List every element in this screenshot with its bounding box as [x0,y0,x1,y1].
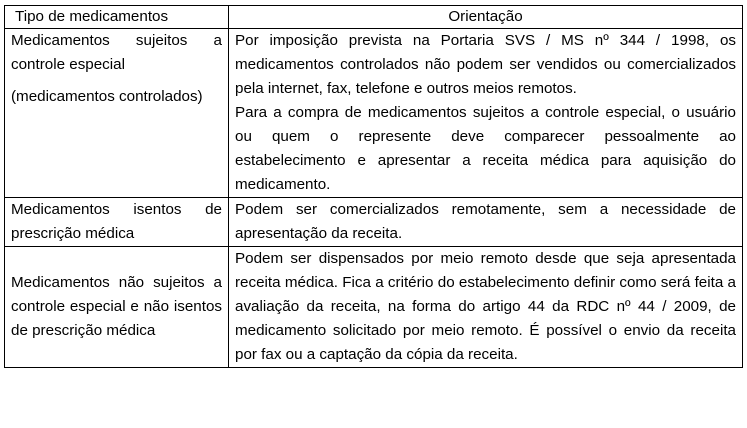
type-cell [5,247,229,368]
table-row [5,247,743,368]
guidance-cell [229,198,743,247]
type-line: Medicamentos não sujeitos a controle especial e não isentos de prescrição médica [11,274,222,339]
column-header-type: Tipo de medicamentos [5,6,229,29]
type-line: Medicamentos isentos de prescrição médica [11,201,222,242]
table-row [5,198,743,247]
type-line: Medicamentos sujeitos a controle especial [11,32,222,73]
guidance-paragraph: Para a compra de medicamentos sujeitos a controle especial, o usuário ou quem o represente deve comparecer pessoalmente ao estabelecimento e apresentar a receita médica para aquisição do medicamento. [235,104,736,193]
type-line: (medicamentos controlados) [11,88,203,105]
type-gap [11,77,222,85]
type-cell [5,29,229,198]
table-header-row [5,6,743,29]
guidance-cell [229,247,743,368]
table-row [5,29,743,198]
medication-guidance-table [4,5,743,368]
type-cell [5,198,229,247]
guidance-cell [229,29,743,198]
guidance-paragraph: Podem ser comercializados remotamente, sem a necessidade de apresentação da receita. [235,201,736,242]
guidance-paragraph: Podem ser dispensados por meio remoto desde que seja apresentada receita médica. Fica a critério do estabelecimento definir como será feita a avaliação da receita, na forma do artigo 44 da RDC nº 44 / 2009, de medicamento solicitado por meio remoto. É possível o envio da receita por fax ou a captação da cópia da receita. [235,250,736,363]
column-header-guidance: Orientação [229,6,743,29]
guidance-paragraph: Por imposição prevista na Portaria SVS / MS nº 344 / 1998, os medicamentos controlados não podem ser vendidos ou comercializados pela internet, fax, telefone e outros meios remotos. [235,32,736,97]
